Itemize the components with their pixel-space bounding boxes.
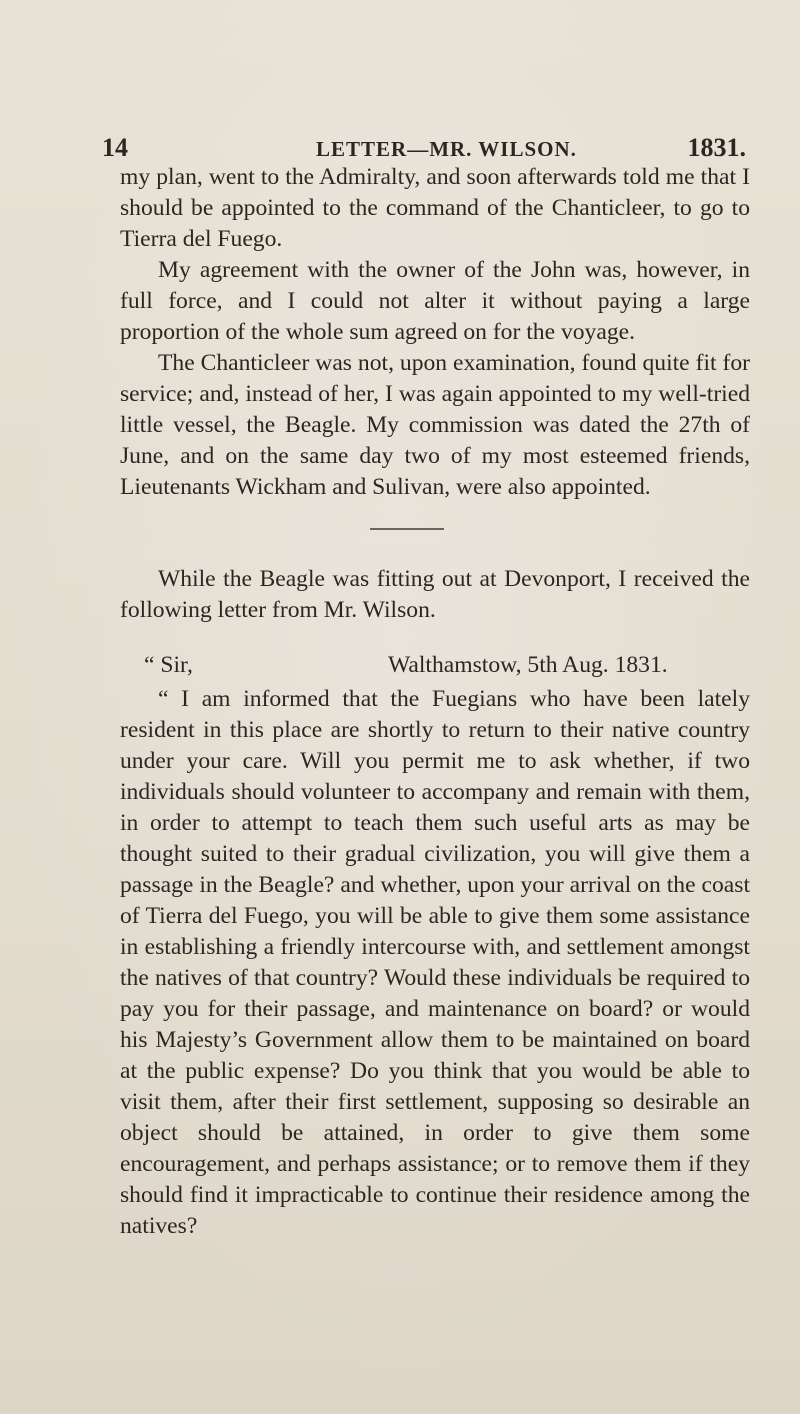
header-year: 1831. bbox=[687, 133, 746, 162]
letter-body bbox=[120, 684, 750, 1242]
paragraph-chanticleer: The Chanticleer was not, upon examination, found quite fit for service; and, instead of her, I was again appointed to my well-tried little vessel, the Beagle. My commission was dated the 27th of June, and on the same day two of my most esteemed friends, Lieutenants Wickham and Sulivan, were also appointed. bbox=[120, 350, 750, 500]
transition-section bbox=[120, 564, 750, 626]
section-divider bbox=[370, 528, 444, 530]
running-head: LETTER—MR. WILSON. bbox=[316, 137, 577, 161]
letter-place-date: Walthamstow, 5th Aug. 1831. bbox=[388, 652, 668, 678]
paragraph-continuation: my plan, went to the Admiralty, and soon afterwards told me that I should be appointed to the command of the Chanticleer, to go to Tierra del Fuego. bbox=[120, 164, 750, 252]
letter-salutation: “ Sir, bbox=[144, 652, 193, 678]
paragraph-while: While the Beagle was fitting out at Devonport, I received the following letter from Mr. Wilson. bbox=[120, 566, 750, 623]
narrative-section bbox=[120, 162, 750, 503]
paragraph-agreement: My agreement with the owner of the John was, however, in full force, and I could not alter it without paying a large proportion of the whole sum agreed on for the voyage. bbox=[120, 257, 750, 345]
page-header bbox=[94, 132, 746, 164]
letter-header bbox=[120, 650, 750, 684]
letter-paragraph: “ I am informed that the Fuegians who have been lately resident in this place are shortly to return to their native country under your care. Will you permit me to ask whether, if two individuals should volunteer to accompany and remain with them, in order to attempt to teach them such useful arts as may be thought suited to their gradual civilization, you will give them a passage in the Beagle? and whether, upon your arrival on the coast of Tierra del Fuego, you will be able to give them some assistance in establishing a friendly intercourse with, and settlement amongst the natives of that country? Would these individuals be required to pay you for their passage, and maintenance on board? or would his Majesty’s Government allow them to be maintained on board at the public expense? Do you think that you would be able to visit them, after their first settlement, supposing so desirable an object should be attained, in order to give them some encouragement, and perhaps assistance; or to remove them if they should find it impracticable to continue their residence among the natives? bbox=[120, 686, 750, 1239]
page-number: 14 bbox=[102, 133, 128, 162]
